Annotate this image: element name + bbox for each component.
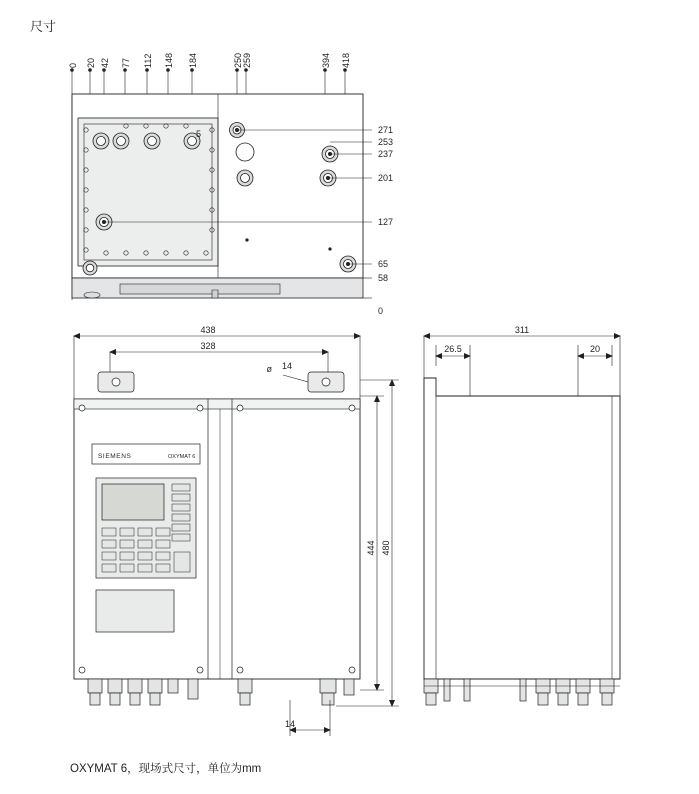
- front-view-group: [74, 325, 399, 736]
- side-dim-311: 311: [514, 325, 530, 335]
- device-brand-label: SIEMENS: [98, 453, 132, 460]
- right-dim-271: 271: [378, 125, 394, 135]
- top-dim-259: 259: [242, 52, 252, 68]
- front-dim-438: 438: [200, 325, 216, 335]
- right-dim-237: 237: [378, 149, 394, 159]
- side-dim-26-5: 26.5: [444, 344, 462, 354]
- page-title: 尺寸: [30, 19, 57, 34]
- front-view-lower-panel: [96, 590, 174, 632]
- front-dim-328: 328: [200, 341, 216, 351]
- side-view-body: [424, 378, 620, 679]
- front-view-top-flange: [74, 399, 360, 409]
- top-view-inner-label: 5: [196, 129, 202, 139]
- top-dim-42: 42: [100, 57, 110, 68]
- front-view-bottom-connectors: [88, 679, 354, 705]
- side-dim-20: 20: [589, 344, 601, 354]
- front-view-bottom-dim-lines: [290, 700, 330, 736]
- front-dim-444: 444: [366, 540, 376, 556]
- top-dim-394: 394: [321, 52, 331, 68]
- right-dim-253: 253: [378, 137, 394, 147]
- hole-diameter-value: 14: [282, 361, 293, 371]
- device-model-label: OXYMAT 6: [168, 454, 196, 460]
- hole-diameter-symbol: ø: [266, 364, 272, 374]
- right-dim-58: 58: [378, 273, 389, 283]
- top-dim-112: 112: [143, 53, 153, 68]
- front-view-display: [102, 484, 164, 520]
- side-view-group: [424, 325, 620, 705]
- figure-caption: OXYMAT 6，现场式尺寸，单位为mm: [70, 763, 262, 775]
- top-dim-184: 184: [188, 52, 198, 68]
- top-view-group: [68, 53, 393, 316]
- right-dim-0: 0: [378, 306, 384, 316]
- front-dim-480: 480: [381, 540, 391, 556]
- right-dim-127: 127: [378, 217, 394, 227]
- top-view-dimension-dots: [70, 68, 347, 72]
- top-dim-250: 250: [233, 52, 243, 68]
- top-view-cable-gland: [84, 292, 100, 298]
- top-dim-418: 418: [341, 52, 351, 68]
- side-view-bottom-connectors: [424, 679, 614, 705]
- top-view-base-tab: [212, 290, 218, 298]
- top-view-base-rail: [120, 284, 280, 294]
- front-dim-bottom-14: 14: [284, 719, 296, 729]
- front-view-mounting-tabs: [98, 372, 344, 392]
- top-dim-148: 148: [164, 52, 174, 68]
- right-dim-65: 65: [378, 259, 389, 269]
- top-dim-20: 20: [86, 57, 96, 68]
- top-dim-77: 77: [121, 57, 131, 68]
- right-dim-201: 201: [378, 173, 394, 183]
- top-dim-0: 0: [68, 62, 78, 68]
